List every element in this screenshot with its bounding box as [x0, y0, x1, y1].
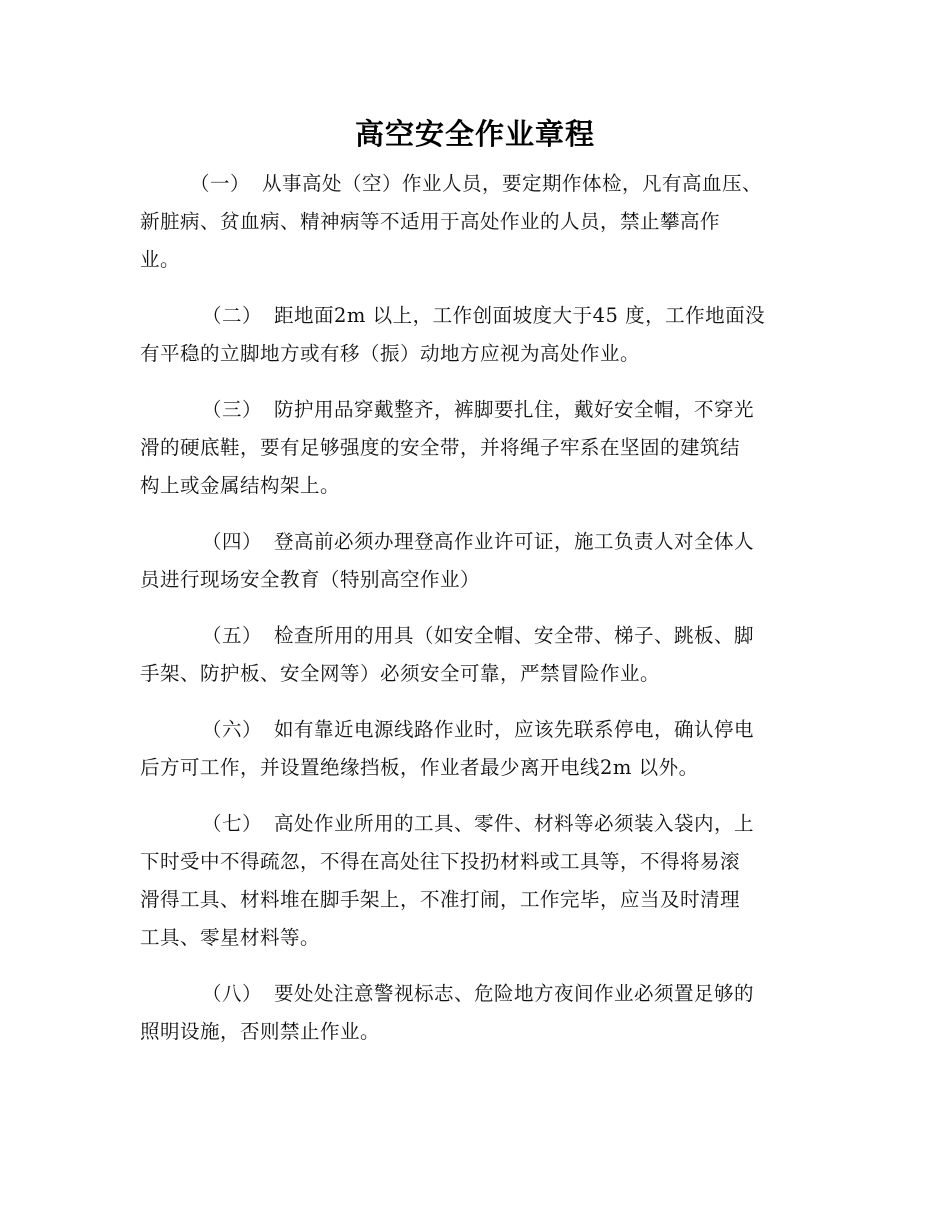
document-title: 高空安全作业章程	[354, 117, 595, 151]
paragraph-7	[140, 805, 805, 957]
item-number: （五）	[202, 624, 263, 647]
paragraph-line: （二） 距地面2m 以上，工作创面坡度大于45 度，工作地面没	[140, 297, 805, 335]
paragraph-line: （五） 检查所用的用具（如安全帽、安全带、梯子、跳板、脚	[140, 617, 805, 655]
paragraph-2	[140, 297, 805, 373]
paragraph-line: （八） 要处处注意警视标志、危险地方夜间作业必须置足够的	[140, 975, 805, 1013]
item-number: （七）	[202, 812, 263, 835]
item-number: （三）	[202, 398, 263, 421]
item-number: （二）	[202, 304, 263, 327]
paragraph-line: 滑的硬底鞋，要有足够强度的安全带，并将绳子牢系在坚固的建筑结	[140, 436, 741, 459]
paragraph-line: 新脏病、贫血病、精神病等不适用于高处作业的人员，禁止攀高作	[140, 210, 721, 233]
paragraph-line: （七） 高处作业所用的工具、零件、材料等必须装入袋内，上	[140, 805, 805, 843]
paragraph-line: 手架、防护板、安全网等）必须安全可靠，严禁冒险作业。	[140, 662, 661, 685]
item-number: （一）	[190, 172, 251, 195]
paragraph-line: 后方可工作，并设置绝缘挡板，作业者最少离开电线2m 以外。	[140, 756, 699, 779]
item-number: （六）	[202, 718, 263, 741]
paragraph-4	[140, 523, 805, 599]
paragraph-line: （六） 如有靠近电源线路作业时，应该先联系停电，确认停电	[140, 711, 805, 749]
item-number: （四）	[202, 530, 263, 553]
item-number: （八）	[202, 982, 263, 1005]
paragraph-line: 滑得工具、材料堆在脚手架上，不准打闹，工作完毕，应当及时清理	[140, 888, 741, 911]
paragraph-3	[140, 391, 805, 505]
paragraph-line: 有平稳的立脚地方或有移（振）动地方应视为高处作业。	[140, 342, 641, 365]
paragraph-1	[140, 165, 805, 279]
paragraph-line: 员进行现场安全教育（特别高空作业）	[140, 568, 481, 591]
paragraph-line: （三） 防护用品穿戴整齐，裤脚要扎住，戴好安全帽，不穿光	[140, 391, 805, 429]
paragraph-line: 构上或金属结构架上。	[140, 474, 341, 497]
paragraph-line: 下时受中不得疏忽，不得在高处往下投扔材料或工具等，不得将易滚	[140, 850, 741, 873]
paragraph-line: （四） 登高前必须办理登高作业许可证，施工负责人对全体人	[140, 523, 805, 561]
paragraph-8	[140, 975, 805, 1051]
paragraph-5	[140, 617, 805, 693]
document-body	[140, 165, 805, 1069]
paragraph-line: 业。	[140, 248, 181, 271]
paragraph-line: （一） 从事高处（空）作业人员，要定期作体检，凡有高血压、	[140, 165, 805, 203]
paragraph-line: 工具、零星材料等。	[140, 926, 321, 949]
paragraph-6	[140, 711, 805, 787]
paragraph-line: 照明设施，否则禁止作业。	[140, 1020, 381, 1043]
